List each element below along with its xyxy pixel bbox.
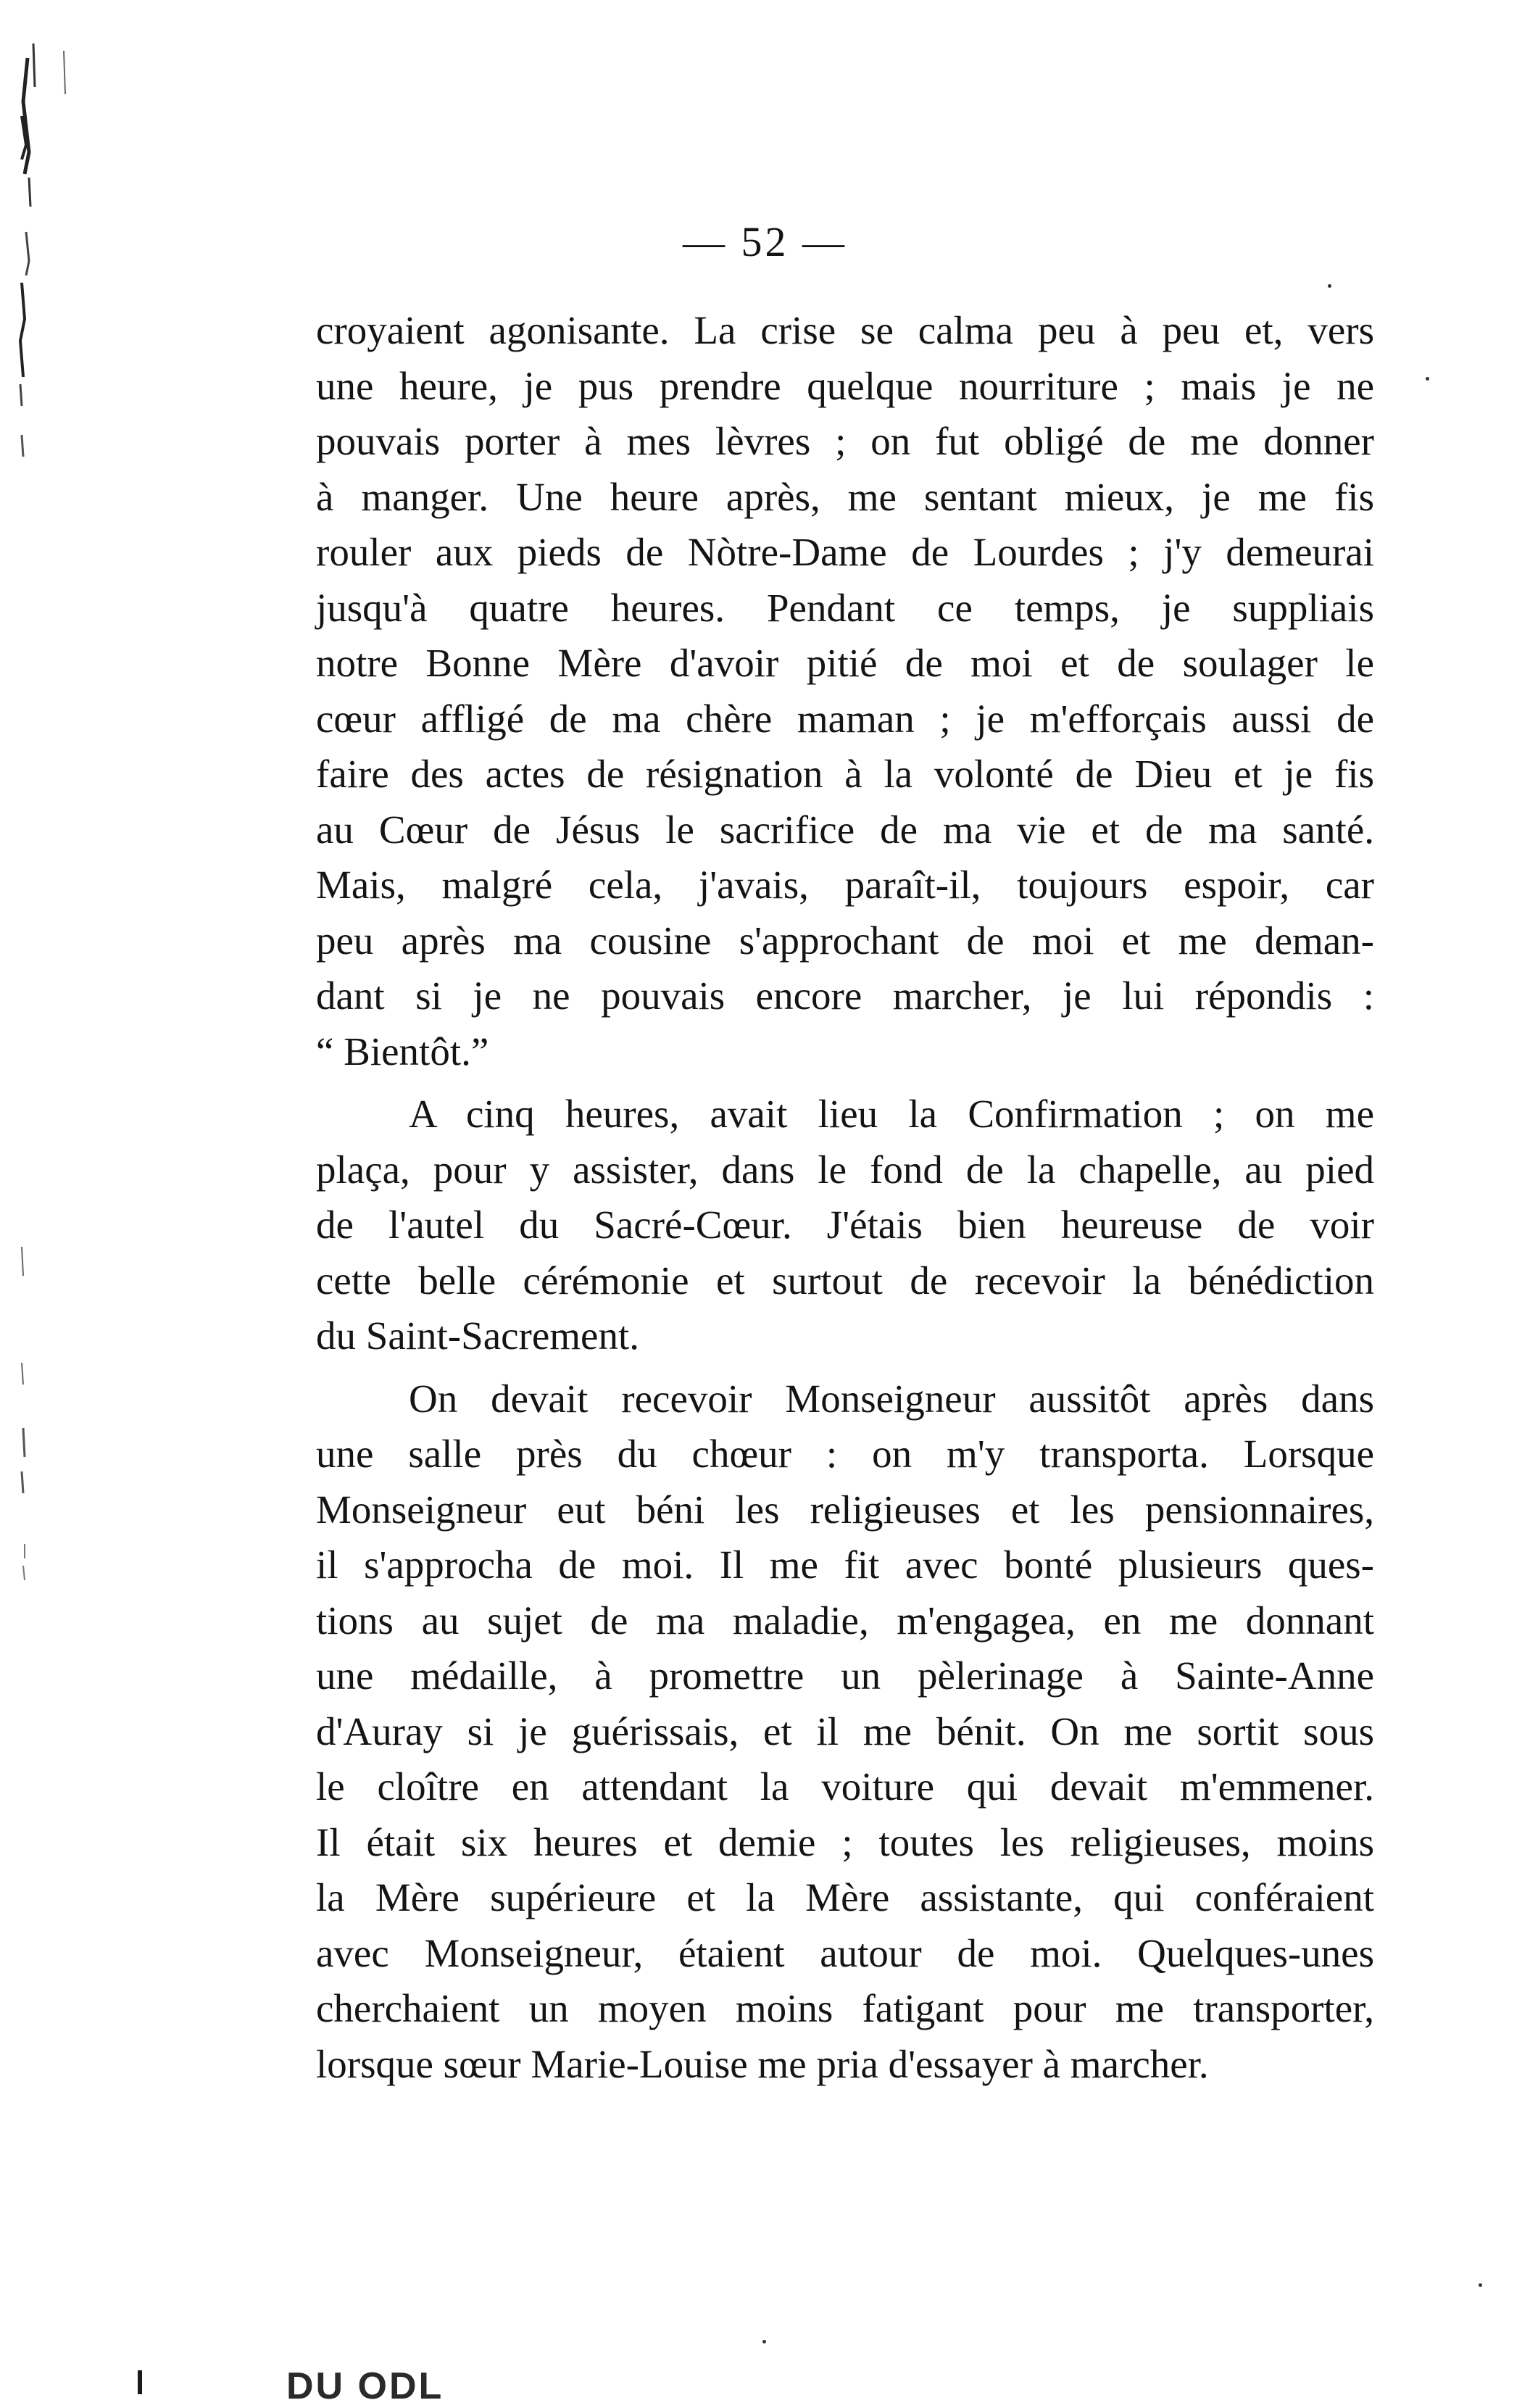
text-line: la Mère supérieure et la Mère assistante, qui conféraient	[316, 1875, 1374, 1919]
text-line: “ Bientôt.”	[316, 1029, 489, 1074]
text-line: cherchaient un moyen moins fatigant pour me transporter,	[316, 1986, 1374, 2030]
paragraph	[316, 1087, 1374, 1364]
paragraph-gap	[316, 1079, 1374, 1087]
text-line: lorsque sœur Marie-Louise me pria d'essayer à marcher.	[316, 2041, 1209, 2086]
text-line: Monseigneur eut béni les religieuses et les pensionnaires,	[316, 1487, 1374, 1532]
page-number: — 52 —	[683, 218, 847, 265]
text-line: une salle près du chœur : on m'y transporta. Lorsque	[316, 1432, 1374, 1476]
text-line: plaça, pour y assister, dans le fond de la chapelle, au pied	[316, 1147, 1374, 1192]
text-line: dant si je ne pouvais encore marcher, je lui répondis :	[316, 973, 1374, 1018]
text-line: avec Monseigneur, étaient autour de moi. Quelques-unes	[316, 1930, 1374, 1975]
speck	[762, 2340, 766, 2343]
text-line: tions au sujet de ma maladie, m'engagea, en me donnant	[316, 1598, 1374, 1643]
text-line: On devait recevoir Monseigneur aussitôt après dans	[409, 1376, 1374, 1421]
footer-mark	[138, 2370, 142, 2394]
paragraph-gap	[316, 1364, 1374, 1371]
paragraph	[316, 1371, 1374, 2093]
text-line: à manger. Une heure après, me sentant mieux, je me fis	[316, 474, 1374, 519]
text-line: d'Auray si je guérissais, et il me bénit. On me sortit sous	[316, 1709, 1374, 1753]
footer-fragment: DU ODL	[286, 2365, 444, 2407]
text-line: Il était six heures et demie ; toutes les religieuses, moins	[316, 1819, 1374, 1864]
text-line: une médaille, à promettre un pèlerinage à Sainte-Anne	[316, 1653, 1374, 1698]
text-line: rouler aux pieds de Nòtre-Dame de Lourdes ; j'y demeurai	[316, 530, 1374, 574]
text-line: cette belle cérémonie et surtout de recevoir la bénédiction	[316, 1258, 1374, 1303]
text-line: Mais, malgré cela, j'avais, paraît-il, toujours espoir, car	[316, 863, 1374, 907]
speck	[1426, 377, 1429, 381]
text-line: faire des actes de résignation à la volonté de Dieu et je fis	[316, 752, 1374, 796]
text-line: peu après ma cousine s'approchant de moi et me deman-	[316, 918, 1374, 963]
text-line: une heure, je pus prendre quelque nourriture ; mais je ne	[316, 363, 1374, 408]
binding-edge-marks	[0, 0, 87, 2394]
text-line: de l'autel du Sacré-Cœur. J'étais bien heureuse de voir	[316, 1203, 1374, 1247]
body-text	[316, 303, 1374, 2092]
text-line: jusqu'à quatre heures. Pendant ce temps, je suppliais	[316, 585, 1374, 630]
speck	[1328, 284, 1331, 288]
paragraph	[316, 303, 1374, 1079]
text-line: le cloître en attendant la voiture qui devait m'emmener.	[316, 1764, 1374, 1809]
text-line: il s'approcha de moi. Il me fit avec bonté plusieurs ques-	[316, 1543, 1374, 1587]
text-line: cœur affligé de ma chère maman ; je m'efforçais aussi de	[316, 696, 1374, 741]
text-line: pouvais porter à mes lèvres ; on fut obligé de me donner	[316, 419, 1374, 463]
text-line: notre Bonne Mère d'avoir pitié de moi et de soulager le	[316, 641, 1374, 685]
speck	[1479, 2283, 1482, 2287]
text-line: au Cœur de Jésus le sacrifice de ma vie et de ma santé.	[316, 807, 1374, 852]
text-line: du Saint-Sacrement.	[316, 1313, 639, 1358]
text-line: croyaient agonisante. La crise se calma peu à peu et, vers	[316, 308, 1374, 352]
text-line: A cinq heures, avait lieu la Confirmation ; on me	[409, 1092, 1374, 1136]
